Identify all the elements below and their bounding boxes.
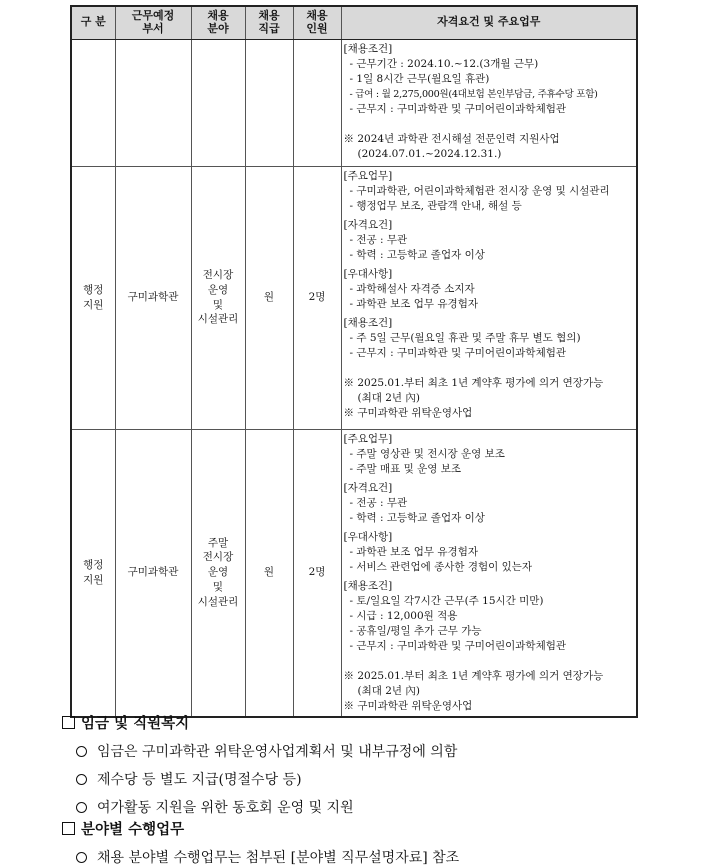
note-sub: (2024.07.01.~2024.12.31.) — [357, 147, 502, 160]
list-item: - 학력 : 고등학교 졸업자 이상 — [344, 511, 637, 526]
list-item: - 토/일요일 각7시간 근무(주 15시간 미만) — [344, 594, 637, 609]
duty-title: [주요업무] — [343, 432, 393, 445]
note: ※ 구미과학관 위탁운영사업 — [343, 699, 473, 712]
cell-count — [293, 39, 341, 166]
welfare-section — [62, 712, 457, 817]
list-item: - 급여 : 월 2,275,000원(4대보험 본인부담금, 주휴수당 포함) — [344, 87, 637, 102]
list-item: - 주말 영상관 및 전시장 운영 보조 — [344, 447, 637, 462]
qualification-title: [자격요건] — [343, 218, 393, 231]
duty-title: [주요업무] — [343, 169, 393, 182]
note-sub: (최대 2년 內) — [357, 684, 420, 697]
list-item: - 주 5일 근무(월요일 휴관 및 주말 휴무 별도 협의) — [344, 331, 637, 346]
circle-outline-icon — [76, 774, 87, 785]
header-rank: 채용 직급 — [245, 6, 293, 39]
list-item: - 주말 매표 및 운영 보조 — [344, 462, 637, 477]
recruitment-table — [70, 5, 638, 718]
note-sub: (최대 2년 內) — [357, 391, 420, 404]
list-item: - 과학관 보조 업무 유경험자 — [344, 545, 637, 560]
table-row — [71, 39, 637, 166]
list-item: - 행정업무 보조, 관람객 안내, 해설 등 — [344, 199, 637, 214]
list-item: - 서비스 관련업에 종사한 경험이 있는자 — [344, 560, 637, 575]
condition-title: [채용조건] — [343, 579, 393, 592]
note: ※ 2025.01.부터 최초 1년 계약후 평가에 의거 연장가능 — [343, 376, 604, 389]
list-item — [76, 797, 457, 817]
bullet-text: 제수당 등 별도 지급(명절수당 등) — [97, 772, 302, 788]
header-category: 구 분 — [71, 6, 115, 39]
qualification-title: [자격요건] — [343, 481, 393, 494]
note: ※ 구미과학관 위탁운영사업 — [343, 406, 473, 419]
cell-dept — [115, 39, 191, 166]
list-item: - 과학해설사 자격증 소지자 — [344, 282, 637, 297]
note: ※ 2025.01.부터 최초 1년 계약후 평가에 의거 연장가능 — [343, 669, 604, 682]
list-item: - 근무기간 : 2024.10.~12.(3개월 근무) — [344, 57, 637, 72]
section-title: 임금 및 직원복지 — [81, 715, 190, 732]
list-item: - 구미과학관, 어린이과학체험관 전시장 운영 및 시설관리 — [344, 184, 637, 199]
cell-dept: 구미과학관 — [115, 429, 191, 717]
table-row — [71, 166, 637, 429]
list-item: - 전공 : 무관 — [344, 496, 637, 511]
list-item: - 시급 : 12,000원 적용 — [344, 609, 637, 624]
cell-details — [341, 166, 637, 429]
list-item: - 전공 : 무관 — [344, 233, 637, 248]
cell-count: 2명 — [293, 166, 341, 429]
duties-section — [62, 818, 459, 865]
header-requirements: 자격요건 및 주요업무 — [341, 6, 637, 39]
list-item — [76, 769, 457, 789]
cell-details — [341, 429, 637, 717]
cell-rank: 원 — [245, 166, 293, 429]
bullet-text: 임금은 구미과학관 위탁운영사업계획서 및 내부규정에 의함 — [97, 744, 458, 760]
list-item: - 학력 : 고등학교 졸업자 이상 — [344, 248, 637, 263]
square-outline-icon — [62, 716, 75, 729]
circle-outline-icon — [76, 746, 87, 757]
list-item: - 근무지 : 구미과학관 및 구미어린이과학체험관 — [344, 346, 637, 361]
header-dept: 근무예정 부서 — [115, 6, 191, 39]
list-item — [76, 847, 459, 865]
cell-category: 행정 지원 — [71, 166, 115, 429]
header-field: 채용 분야 — [191, 6, 245, 39]
bullet-text: 채용 분야별 수행업무는 첨부된 [분야별 직무설명자료] 참조 — [97, 850, 460, 865]
cell-field — [191, 39, 245, 166]
cell-dept: 구미과학관 — [115, 166, 191, 429]
list-item — [76, 741, 457, 761]
cell-count: 2명 — [293, 429, 341, 717]
square-outline-icon — [62, 822, 75, 835]
bullet-text: 여가활동 지원을 위한 동호회 운영 및 지원 — [97, 800, 354, 816]
cell-category: 행정 지원 — [71, 429, 115, 717]
list-item: - 1일 8시간 근무(월요일 휴관) — [344, 72, 637, 87]
list-item: - 근무지 : 구미과학관 및 구미어린이과학체험관 — [344, 102, 637, 117]
table-row — [71, 429, 637, 717]
list-item: - 근무지 : 구미과학관 및 구미어린이과학체험관 — [344, 639, 637, 654]
section-heading — [62, 712, 457, 733]
list-item: - 공휴일/평일 추가 근무 가능 — [344, 624, 637, 639]
condition-title: [채용조건] — [343, 316, 393, 329]
circle-outline-icon — [76, 802, 87, 813]
condition-title: [채용조건] — [343, 42, 393, 55]
section-heading — [62, 818, 459, 839]
preference-title: [우대사항] — [343, 267, 393, 280]
list-item: - 과학관 보조 업무 유경험자 — [344, 297, 637, 312]
section-title: 분야별 수행업무 — [81, 821, 185, 838]
cell-field: 전시장 운영 및 시설관리 — [191, 166, 245, 429]
preference-title: [우대사항] — [343, 530, 393, 543]
circle-outline-icon — [76, 852, 87, 863]
cell-details — [341, 39, 637, 166]
cell-category — [71, 39, 115, 166]
cell-field: 주말 전시장 운영 및 시설관리 — [191, 429, 245, 717]
header-count: 채용 인원 — [293, 6, 341, 39]
cell-rank — [245, 39, 293, 166]
table-header-row — [71, 6, 637, 39]
note: ※ 2024년 과학관 전시해설 전문인력 지원사업 — [343, 132, 560, 145]
cell-rank: 원 — [245, 429, 293, 717]
